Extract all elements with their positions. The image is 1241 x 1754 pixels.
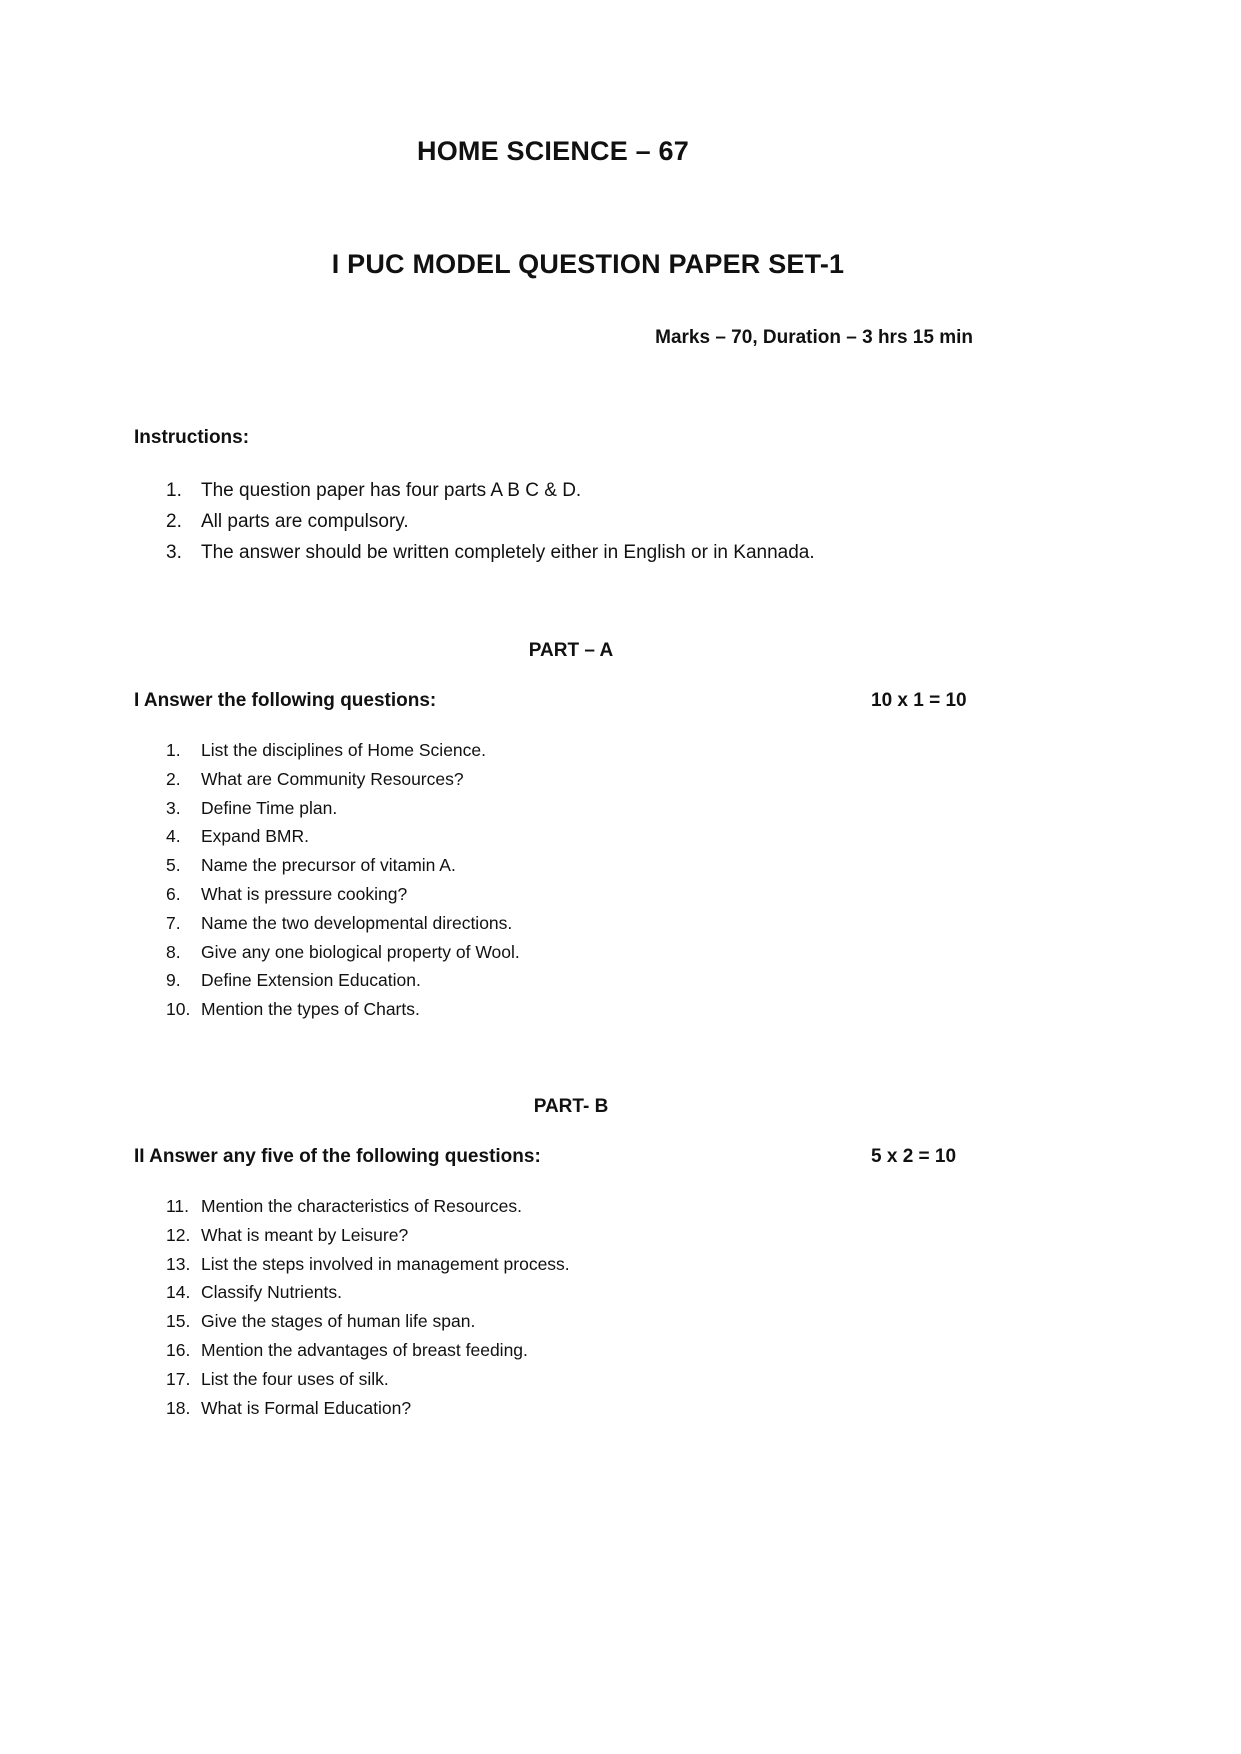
question-item [166,822,520,851]
question-text: Classify Nutrients. [201,1282,343,1303]
question-text: Mention the advantages of breast feeding. [201,1339,528,1360]
question-text: List the steps involved in management process. [201,1253,570,1274]
part-a-section-heading: I Answer the following questions: [134,690,437,711]
instructions-heading: Instructions: [134,427,250,448]
instruction-number: 3. [166,542,182,563]
question-text: Define Time plan. [201,797,338,818]
question-item [166,1192,570,1221]
question-item [166,880,520,909]
part-a-question-list [166,736,520,1024]
question-text: What are Community Resources? [201,768,464,789]
question-number: 8. [166,941,181,962]
question-text: What is meant by Leisure? [201,1224,409,1245]
question-item [166,1336,570,1365]
part-b-question-list [166,1192,570,1422]
instruction-text: The answer should be written completely either in English or in Kannada. [201,542,815,563]
question-text: Name the precursor of vitamin A. [201,855,456,876]
marks-duration: Marks – 70, Duration – 3 hrs 15 min [655,327,973,348]
question-item [166,1394,570,1423]
question-number: 7. [166,912,181,933]
question-item [166,794,520,823]
part-b-section-heading: II Answer any five of the following questions: [134,1146,541,1167]
question-number: 4. [166,826,181,847]
question-number: 6. [166,883,181,904]
question-item [166,1278,570,1307]
question-number: 3. [166,797,181,818]
question-text: Expand BMR. [201,826,309,847]
question-text: Mention the types of Charts. [201,999,420,1020]
question-item [166,1365,570,1394]
part-b-marks: 5 x 2 = 10 [871,1146,957,1167]
paper-title: HOME SCIENCE – 67 [417,136,689,166]
question-item [166,1221,570,1250]
question-text: Mention the characteristics of Resources. [201,1196,522,1216]
question-number: 17. [166,1368,191,1389]
question-text: List the disciplines of Home Science. [201,740,486,760]
instruction-text: All parts are compulsory. [201,511,409,532]
question-text: List the four uses of silk. [201,1368,389,1389]
instruction-number: 2. [166,511,182,532]
instruction-item [166,475,815,506]
question-item [166,938,520,967]
question-text: Give the stages of human life span. [201,1311,476,1332]
part-b-heading: PART- B [533,1096,609,1117]
question-item [166,966,520,995]
question-item [166,1307,570,1336]
question-number: 18. [166,1397,191,1418]
paper-subtitle: I PUC MODEL QUESTION PAPER SET-1 [331,249,845,279]
question-item [166,736,520,765]
question-number: 15. [166,1311,191,1332]
instruction-item [166,537,815,568]
question-item [166,765,520,794]
question-item [166,995,520,1024]
question-text: What is Formal Education? [201,1397,412,1418]
part-a-heading: PART – A [528,640,614,661]
question-number: 2. [166,768,181,789]
instruction-number: 1. [166,480,182,501]
question-number: 1. [166,740,181,760]
question-number: 12. [166,1224,191,1245]
question-item [166,851,520,880]
instruction-text: The question paper has four parts A B C & D. [201,480,582,501]
question-item [166,909,520,938]
question-number: 9. [166,970,181,991]
question-item [166,1250,570,1279]
question-number: 16. [166,1339,191,1360]
question-text: Give any one biological property of Wool. [201,941,520,962]
question-number: 14. [166,1282,191,1303]
question-number: 5. [166,855,181,876]
part-a-marks: 10 x 1 = 10 [871,690,967,711]
question-number: 11. [166,1196,190,1216]
question-number: 13. [166,1253,191,1274]
instruction-item [166,506,815,537]
question-number: 10. [166,999,191,1020]
instructions-list [166,475,815,568]
question-text: Name the two developmental directions. [201,912,513,933]
question-text: What is pressure cooking? [201,883,408,904]
question-text: Define Extension Education. [201,970,421,991]
